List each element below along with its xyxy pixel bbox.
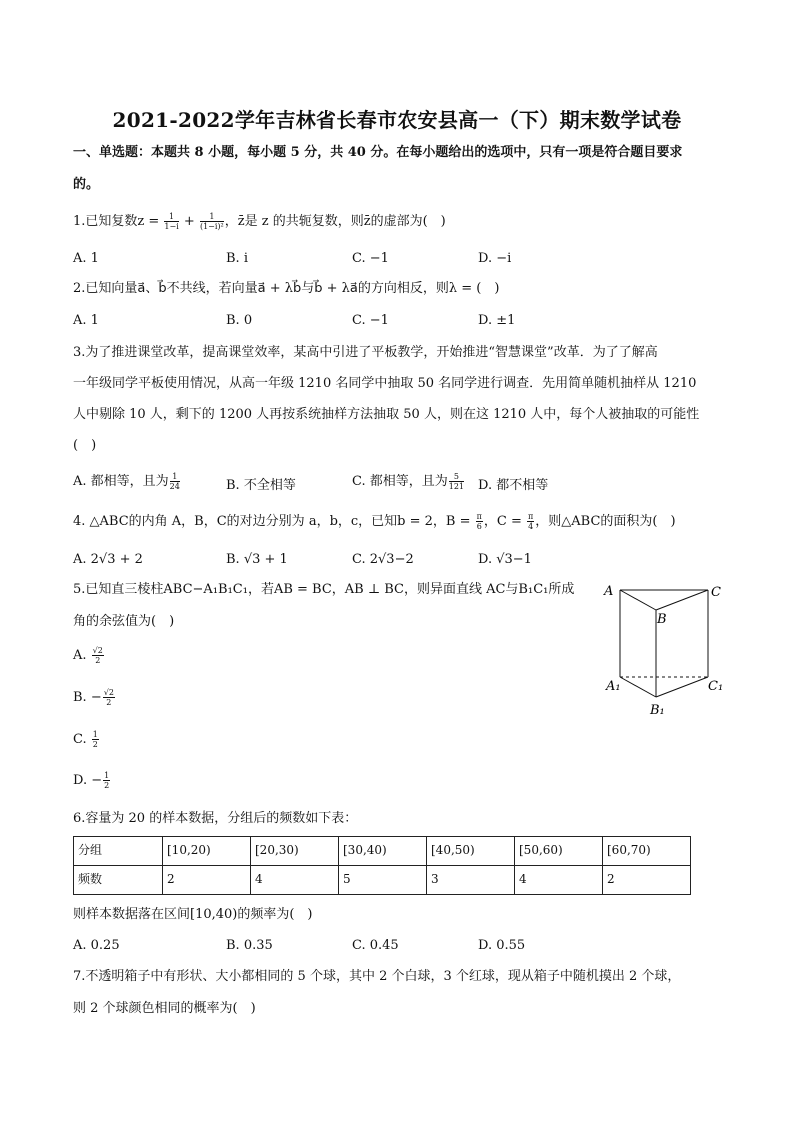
table-cell: 3 xyxy=(427,866,515,895)
q3-line-3: 人中剔除 10 人，剩下的 1200 人再按系统抽样方法抽取 50 人，则在这 1210 人中，每个人被抽取的可能性 xyxy=(73,407,700,422)
q1-fraction-1: $\frac{1}{1-i}$ xyxy=(164,212,179,231)
edge-ab xyxy=(620,590,656,610)
label-b1: B₁ xyxy=(650,703,665,718)
q3-line-4: ( ) xyxy=(73,438,97,453)
q1-option-d: D. −i xyxy=(478,251,512,266)
q1-suffix: ，z̄是 z 的共轭复数，则z̄的虚部为( ) xyxy=(224,214,446,229)
table-cell: [50,60) xyxy=(515,837,603,866)
q7-line-1: 7.不透明箱子中有形状、大小都相同的 5 个球，其中 2 个白球，3 个红球，现从箱子中随机摸出 2 个球， xyxy=(73,969,681,984)
table-cell: 4 xyxy=(515,866,603,895)
table-cell: 频数 xyxy=(74,866,163,895)
label-c1: C₁ xyxy=(708,679,724,694)
question-6: 6.容量为 20 的样本数据，分组后的频数如下表： xyxy=(73,811,358,826)
edge-bc xyxy=(656,590,708,610)
q7-line-2: 则 2 个球颜色相同的概率为( ) xyxy=(73,1001,256,1016)
q2-option-b: B. 0 xyxy=(226,313,253,328)
label-b: B xyxy=(657,612,667,627)
q1-option-b: B. i xyxy=(226,251,248,266)
question-4: 4. △ABC的内角 A，B，C的对边分别为 a，b，c，已知b = 2，B = $\frac{\pi}{6}$ ，C = $\frac{\pi}{4}$ ，则△ABC的面积为( ) xyxy=(73,512,676,531)
q5-option-b: B. − $\frac{√2}{2}$ xyxy=(73,688,114,707)
q6-option-b: B. 0.35 xyxy=(226,938,273,953)
table-cell: 2 xyxy=(163,866,251,895)
q1-fraction-2: $\frac{1}{\text{(1−i)²}}$ xyxy=(199,212,224,231)
q6-question: 则样本数据落在区间[10,40)的频率为( ) xyxy=(73,907,313,922)
section-heading-cont: 的。 xyxy=(73,177,100,192)
q3-line-1: 3.为了推进课堂改革，提高课堂效率，某高中引进了平板教学，开始推进“智慧课堂”改革．为了了解高 xyxy=(73,345,658,360)
edge-a1b1 xyxy=(620,677,656,697)
q6-option-c: C. 0.45 xyxy=(352,938,399,953)
q3-option-a: A. 都相等，且为 $\frac{1}{24}$ xyxy=(73,472,180,491)
q5-line-2: 角的余弦值为( ) xyxy=(73,614,175,629)
q4-option-b: B. √3 + 1 xyxy=(226,552,288,567)
q3-option-b: B. 不全相等 xyxy=(226,478,296,493)
q1-prefix: 1.已知复数z = xyxy=(73,214,164,229)
q4-option-a: A. 2√3 + 2 xyxy=(73,552,143,567)
label-c: C xyxy=(711,585,721,600)
table-row xyxy=(74,866,691,895)
table-cell: 5 xyxy=(339,866,427,895)
q5-option-d: D. − $\frac{1}{2}$ xyxy=(73,771,110,790)
question-1: 1.已知复数z = $\frac{1}{1-i}$ + $\frac{1}{\text{(1−i)²}}$ ，z̄是 z 的共轭复数，则z̄的虚部为( ) xyxy=(73,212,446,231)
table-cell: [30,40) xyxy=(339,837,427,866)
q4-option-d: D. √3−1 xyxy=(478,552,532,567)
q2-option-d: D. ±1 xyxy=(478,313,516,328)
q6-option-d: D. 0.55 xyxy=(478,938,526,953)
table-cell: 分组 xyxy=(74,837,163,866)
q2-option-c: C. −1 xyxy=(352,313,389,328)
q1-option-c: C. −1 xyxy=(352,251,389,266)
table-cell: [40,50) xyxy=(427,837,515,866)
q3-option-d: D. 都不相等 xyxy=(478,478,549,493)
q6-option-a: A. 0.25 xyxy=(73,938,120,953)
table-cell: 4 xyxy=(251,866,339,895)
table-row xyxy=(74,837,691,866)
table-cell: [10,20) xyxy=(163,837,251,866)
page-title: 2021-2022学年吉林省长春市农安县高一（下）期末数学试卷 xyxy=(112,108,682,132)
frequency-table xyxy=(73,836,691,895)
table-cell: [20,30) xyxy=(251,837,339,866)
q5-line-1: 5.已知直三棱柱ABC−A₁B₁C₁，若AB = BC，AB ⊥ BC，则异面直线 AC与B₁C₁所成 xyxy=(73,582,575,597)
section-heading: 一、单选题：本题共 8 小题，每小题 5 分，共 40 分。在每小题给出的选项中，只有一项是符合题目要求 xyxy=(73,145,683,160)
edge-b1c1 xyxy=(656,677,708,697)
q5-option-c: C. $\frac{1}{2}$ xyxy=(73,730,98,749)
q4-option-c: C. 2√3−2 xyxy=(352,552,414,567)
q2-option-a: A. 1 xyxy=(73,313,99,328)
prism-figure xyxy=(600,580,730,720)
q5-option-a: A. $\frac{√2}{2}$ xyxy=(73,646,103,665)
label-a1: A₁ xyxy=(606,679,621,694)
label-a: A xyxy=(604,584,614,599)
table-cell: [60,70) xyxy=(603,837,691,866)
question-2: 2.已知向量a⃗、b⃗不共线，若向量a⃗ + λb⃗与b⃗ + λa⃗的方向相反，则λ = ( ) xyxy=(73,281,500,296)
table-cell: 2 xyxy=(603,866,691,895)
q3-line-2: 一年级同学平板使用情况，从高一年级 1210 名同学中抽取 50 名同学进行调查．先用简单随机抽样从 1210 xyxy=(73,376,697,391)
q3-option-c: C. 都相等，且为 $\frac{5}{121}$ xyxy=(352,472,465,491)
q1-option-a: A. 1 xyxy=(73,251,99,266)
